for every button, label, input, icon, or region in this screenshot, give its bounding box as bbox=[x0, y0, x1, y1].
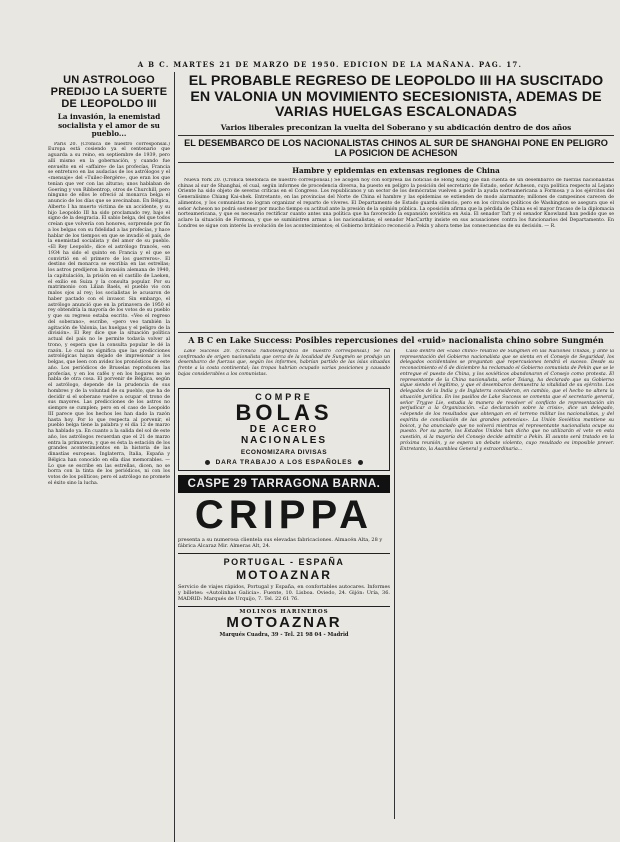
ad-portugal-subtitle: MOTOAZNAR bbox=[236, 567, 332, 582]
ad-molinos-line1: MOLINOS HARINEROS bbox=[239, 608, 329, 615]
column-divider bbox=[174, 72, 175, 842]
ad-compre-line6-row bbox=[183, 459, 385, 466]
ad-crippa-text: presenta a su numerosa clientela sus elevadas fabricaciones. Almacén Alta, 28 y fábrica Alcaraz Mir. Almeras Alt, 24. bbox=[178, 536, 383, 549]
ad-compre-line6: DARA TRABAJO A LOS ESPAÑOLES bbox=[215, 458, 353, 466]
ad-caspe-tarragona: CASPE 29 TARRAGONA BARNA. bbox=[178, 475, 390, 493]
right-area bbox=[178, 74, 614, 842]
ad-compre-line4: NACIONALES bbox=[240, 434, 328, 446]
bullet-icon bbox=[358, 460, 363, 465]
ad-crippa-logo: CRIPPA bbox=[194, 492, 374, 537]
lower-right-column bbox=[400, 349, 614, 694]
ad-compre-line5: ECONOMIZARA DIVISAS bbox=[240, 448, 328, 456]
divider bbox=[178, 135, 614, 136]
lower-left-column bbox=[178, 349, 390, 638]
lower-section bbox=[178, 349, 614, 829]
main-subheadline: Varios liberales preconizan la vuelta del Soberano y su abdicación dentro de dos años bbox=[220, 122, 572, 132]
astrologer-headline: UN ASTROLOGO PREDIJO LA SUERTE DE LEOPOLDO III bbox=[50, 74, 168, 110]
abc-lake-headline: A B C en Lake Success: Posibles repercusiones del «ruid» nacionalista chino sobre Sungmén bbox=[188, 334, 604, 345]
main-headline: EL PROBABLE REGRESO DE LEOPOLDO III HA SUSCITADO EN VALONIA UN MOVIMIENTO SECESIONISTA, ADEMAS DE VARIAS HUELGAS ESCALONADAS bbox=[188, 74, 604, 121]
ad-compre-bolas bbox=[178, 388, 390, 471]
china-headline: EL DESEMBARCO DE LOS NACIONALISTAS CHINOS AL SUR DE SHANGHAI PONE EN PELIGRO LA POSICION DE ACHESON bbox=[184, 137, 608, 159]
ad-portugal-text: Servicio de viajes rápidos, Portugal y España, en confortables autocares. Informes y billetes: «Autolinhas Galicia». Fuente, 10. Lisboa. Oviedo, 24. Gijón: Uría, 36. MADRID: Marqués de Urquijo, 7. Tel. 22 61 76. bbox=[178, 583, 390, 602]
china-body: Nueva York 20. (Crónica telefónica de nuestro corresponsal.) Se acogen hoy con sorpresa las noticias de Hong Kong que dan cuenta de un desembarco de fuerzas nacionalistas chinas al sur de Shanghai, el cual, según informes de procedencia diversa, ha puesto en peligro la posición del secretario de Estado, señor Acheson, cuya política respecto al Lejano Oriente ha sido objeto de severas críticas en el Congreso. Los republicanos y un sector de los demócratas vuelven a pedir la ayuda norteamericana a Formosa y a los ejércitos del Generalísimo Chiang Kai-shek. Entretanto, en las provincias del Norte de China el hambre y las epidemias se extienden de modo alarmante; millones de campesinos carecen de alimentos, y los comunistas no logran organizar el reparto de víveres. El Departamento de Estado guarda silencio, pero en los círculos políticos de Washington se asegura que el señor Acheson no podrá sostener por mucho tiempo su actitud ante la presión de la opinión pública. La oposición afirma que la pérdida de China es el mayor fracaso de la diplomacia norteamericana, y que es necesario rectificar cuanto antes una política que ha favorecido la expansión soviética en Asia. El senador Taft y el senador Knowland han pedido que se aclare la situación de Formosa, y que se suministren armas a los nacionalistas; el senador MacCarthy insiste en sus acusaciones contra los funcionarios del Departamento. En Londres se sigue con interés la evolución de los acontecimientos; el Gobierno británico reconoció a Pekín y ahora teme las consecuencias de su decisión. — R. bbox=[178, 177, 614, 229]
abc-lake-body-col1: Lake Success 20. (Crónica radiotelegráfica de nuestro corresponsal.) Se ha confirmado de origen nacionalista que cerca de la localidad de Sungmén se produjo un desembarco de fuerzas que, según los informes, habrían partido de las islas situadas frente a la costa continental; las tropas habrían ocupado varias posiciones y causado bajas considerables a los comunistas. bbox=[178, 348, 390, 377]
ad-compre-line2: BOLAS bbox=[235, 399, 333, 425]
ad-compre-line3: DE ACERO bbox=[249, 423, 319, 435]
ad-molinos-harineros bbox=[178, 606, 390, 638]
ad-molinos-line3: Marqués Cuadra, 39 - Tel. 21 98 04 - Madrid bbox=[219, 631, 349, 638]
ad-portugal-espana bbox=[178, 553, 390, 602]
bullet-icon bbox=[205, 460, 210, 465]
page-header: A B C. MARTES 21 DE MARZO DE 1950. EDICION DE LA MAÑANA. PAG. 17. bbox=[137, 60, 523, 69]
ad-molinos-line2: MOTOAZNAR bbox=[226, 613, 342, 631]
ad-portugal-title: PORTUGAL - ESPAÑA bbox=[223, 556, 345, 567]
column-divider bbox=[394, 349, 395, 819]
divider bbox=[178, 162, 614, 163]
divider bbox=[178, 332, 614, 333]
astrologer-subheadline: La invasión, la enemistad socialista y el amor de su pueblo... bbox=[57, 112, 161, 138]
abc-lake-body-col2: Caso dentro del «caso chino» relativo de Sungmén en las Naciones Unidas, y ante la representación del Gobierno nacionalista que se sienta en el Consejo de Seguridad, los delegados occidentales se preguntan qué repercusiones tendrá el suceso. Desde su reconocimiento el 6 de diciembre ha reclamado el Gobierno comunista de Pekín que se le entregue el puesto de China, y los soviéticos abandonaron el Consejo como protesta. El representante de la China nacionalista, señor Tsiang, ha declarado que su Gobierno sigue siendo el legítimo, y que el desembarco demuestra la vitalidad de su ejército. Los delegados de la India y de Inglaterra consideran, en cambio, que el hecho no altera la situación jurídica. En los pasillos de Lake Success se comenta que el secretario general, señor Trygve Lie, estudia la manera de resolver el conflicto de representación sin perjudicar a la Organización. «La declaración sobre la crisis», dice un delegado, «depende de los resultados que obtengan en el terreno militar los nacionalistas, y del espíritu de conciliación de las grandes potencias». La Unión Soviética mantiene su boicot, y ha anunciado que no volverá mientras el representante nacionalista ocupe su puesto. Por su parte, los Estados Unidos han dicho que no utilizarán el veto en esta cuestión, si la mayoría del Consejo decide admitir a Pekín. El asunto será tratado en la próxima reunión, y se espera un debate violento, cuyo resultado es imposible prever. Entretanto, la Asamblea General y extraordinaria... bbox=[400, 348, 614, 452]
china-subheadline: Hambre y epidemias en extensas regiones de China bbox=[292, 165, 500, 175]
left-column bbox=[48, 74, 170, 842]
ad-compre-line1: COMPRE bbox=[255, 391, 313, 402]
astrologer-body: París 20. (Crónica de nuestro corresponsal.) Europa está cosiendo ya el centenario que aguarda a su reino, en septiembre de 1939, pero allí mismo en la gobernación, y cuando fue envuelto en el «affaire» de las profecías, Francia se entretuvo en las audacias de los astrólogos y el «mensaje» del «Tuilec-Bergère», que eran los que tenían que ver con las alturas; unos hablaban de Goering y von Ribbentrop, otros de Churchill, pero ninguno de ellos le ofreció al monarca belga el anuncio de los días que se avecinaban. En Bélgica, Alberto I ha muerto víctima de un accidente, y su hijo Leopoldo III ha sido proclamado rey, bajo el signo de la desgracia. El sabio belga, del que todos creían que volvería con honores, sorprende por fin a los belgas con su fidelidad a las profecías, y hace hablar de los tiempos en que se invadió el país, de la enemistad socialista y del amor de su pueblo. «El Rey Leopold», dice el astrólogo francés, «en 1934 ha sido el quinto en Francia y el que se convirtió en el primero de los guerreros». El destino del monarca se escribía en las estrellas; los astros predijeron la invasión alemana de 1940, la capitulación, la prisión en el castillo de Laeken, el exilio en Suiza y la consulta popular. Por su matrimonio con Lilian Baels, el pueblo vio con malos ojos al rey; los socialistas le acusaron de haber pactado con el invasor. Sin embargo, el astrólogo anunció que en la primavera de 1950 el rey obtendría la mayoría de los votos de su pueblo y que su regreso estaba escrito. «Veo el regreso del soberano», escribe, «pero veo también la agitación de Valonia, las huelgas y el peligro de la división». El Rey dice que la situación política actual del país no le permite todavía volver al trono, y espera que la consulta popular le dé la razón. Lo cual no significa que las predicciones astrológicas hayan dejado de impresionar a los belgas, que leen con avidez los pronósticos de este año. Los periódicos de Bruselas reproducen las profecías, y en los cafés y en los hogares no se habla de otra cosa. El porvenir de Bélgica, según el astrólogo, depende de la prudencia de sus hombres y de la voluntad de su pueblo, que ha de decidir si el soberano vuelve a ocupar el trono de sus mayores. Las predicciones de los astros no siempre se cumplen; pero en el caso de Leopoldo III parece que los hechos les han dado la razón hasta hoy. Por lo que respecta al porvenir, el pueblo belga tiene la palabra y el día 12 de marzo ha hablado ya. En cuanto a la salida del sol de este año, los astrólogos recuerdan que el 21 de marzo entra la primavera, y que es ésta la estación de los grandes acontecimientos en la historia de las dinastías europeas. Inglaterra, Italia, España y Bélgica han conocido en ella días memorables. — Lo que se escribe en las estrellas, dicen, no se borra con la tinta de los periódicos, ni con los votos de los políticos; pero el astrólogo no promete el éxito sino la lucha. bbox=[48, 141, 170, 486]
